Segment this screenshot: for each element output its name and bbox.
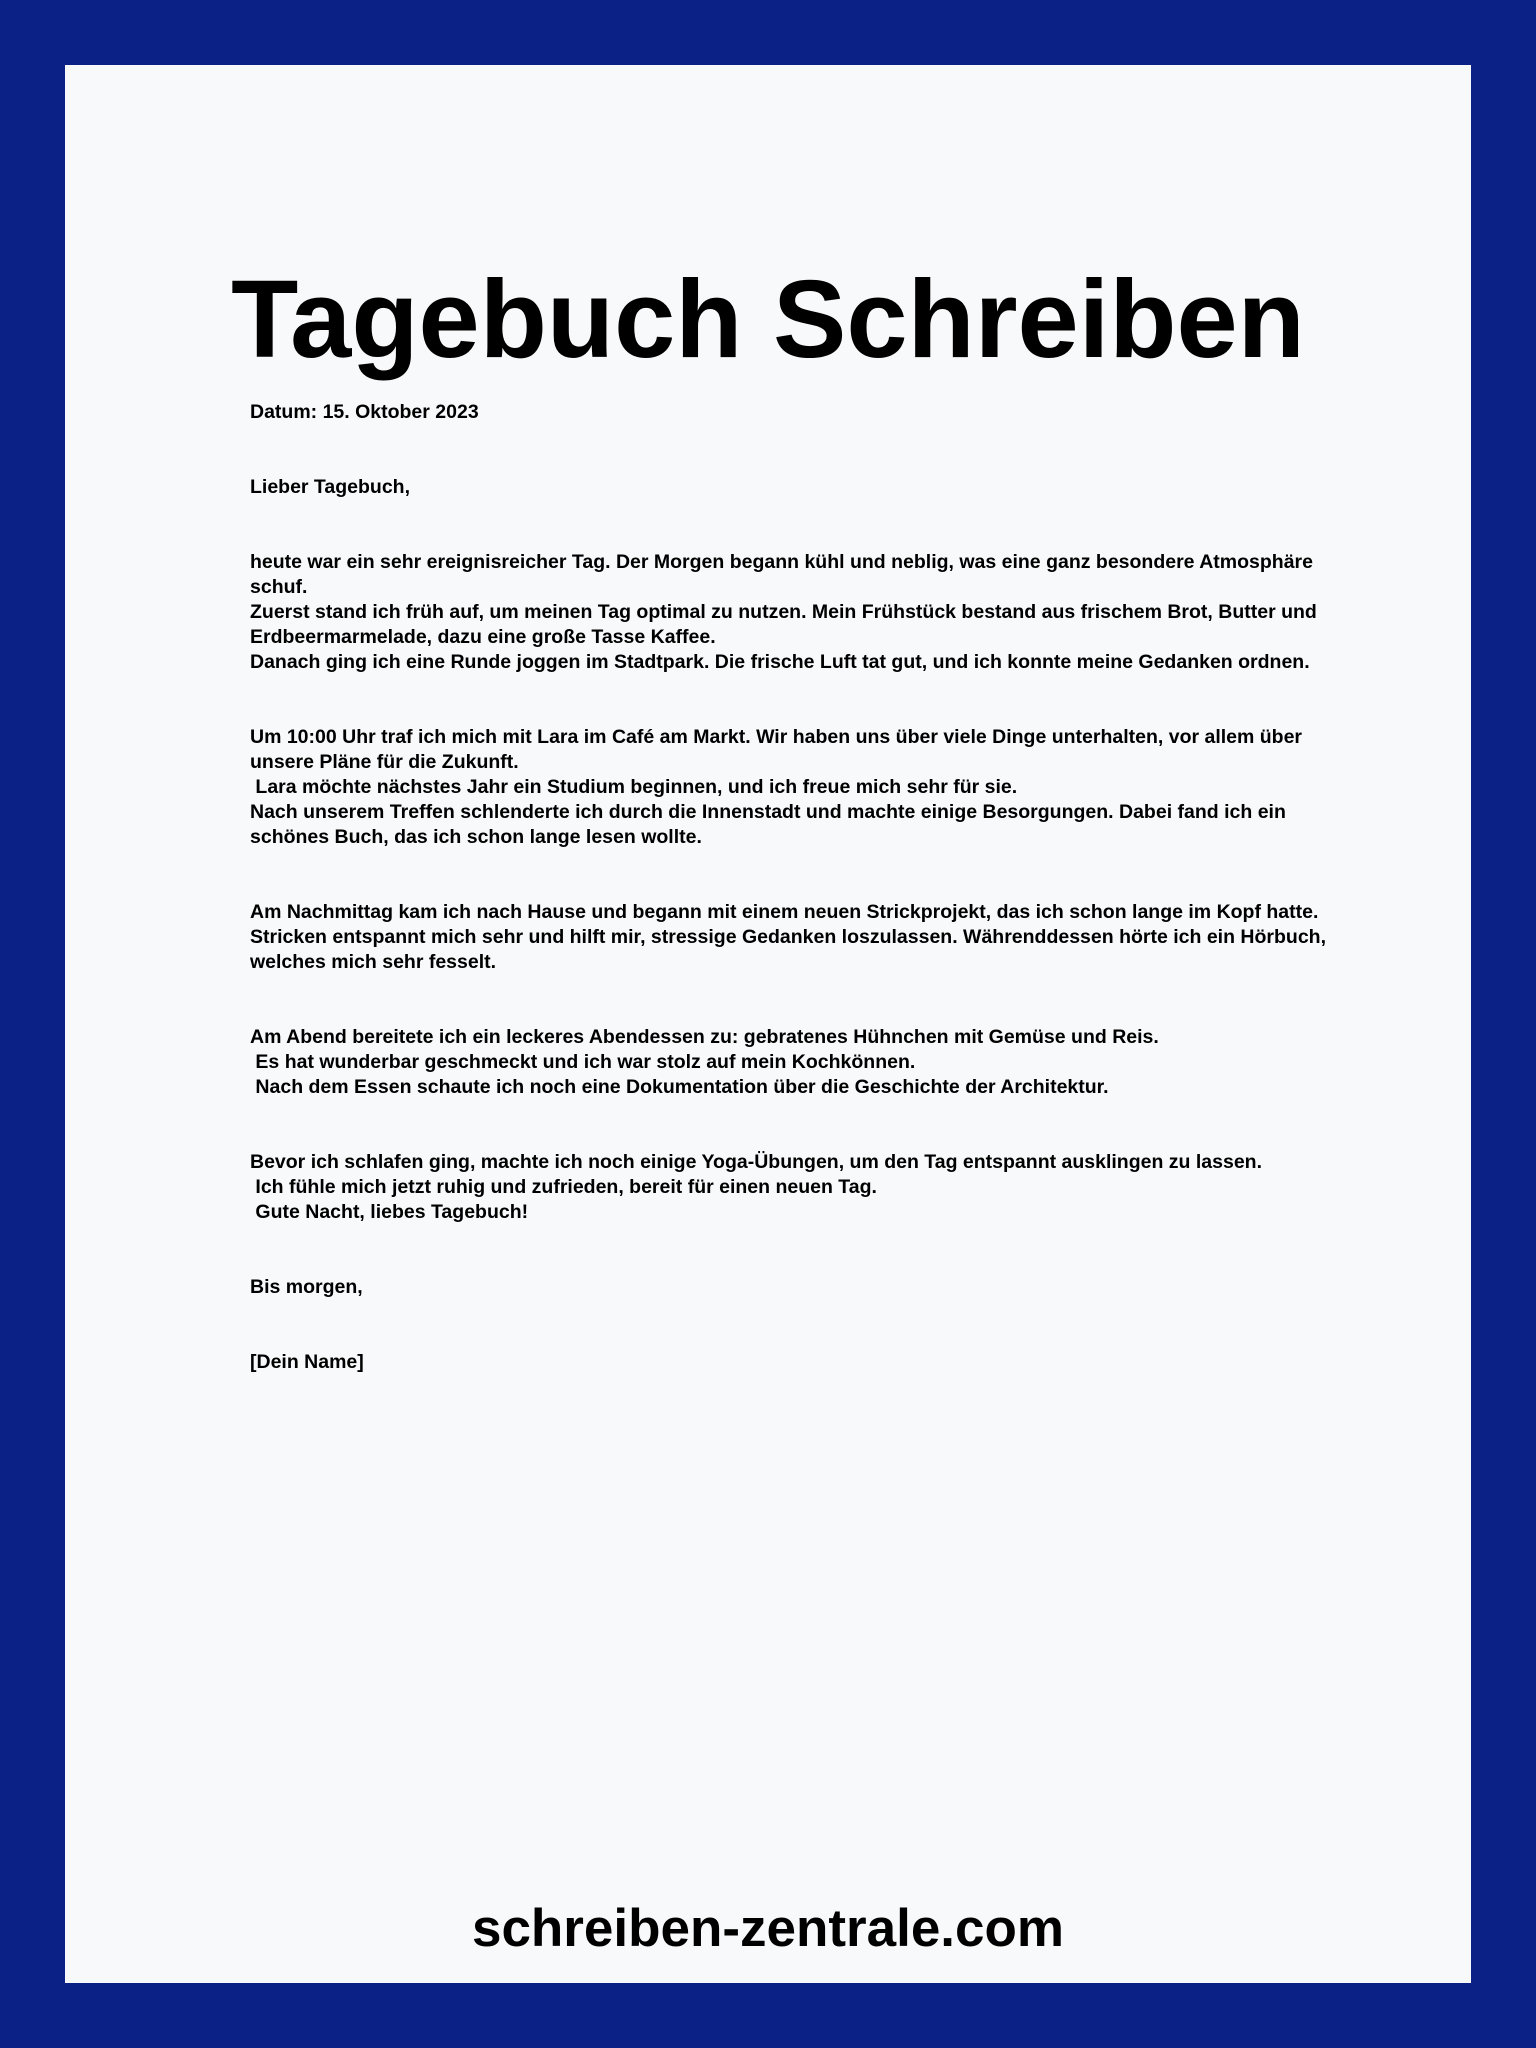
page-title: Tagebuch Schreiben <box>231 258 1305 381</box>
closing-line: Bis morgen, <box>250 1276 363 1298</box>
diary-paragraph <box>250 725 1340 850</box>
document-page <box>65 65 1471 1983</box>
signature-placeholder: [Dein Name] <box>250 1351 364 1373</box>
paragraph-line: Ich fühle mich jetzt ruhig und zufrieden, bereit für einen neuen Tag. <box>250 1176 877 1198</box>
diary-paragraph <box>250 550 1340 675</box>
paragraph-line: heute war ein sehr ereignisreicher Tag. Der Morgen begann kühl und neblig, was eine ganz besondere Atmosphäre schuf. <box>250 551 1319 598</box>
paragraph-line: Am Nachmittag kam ich nach Hause und begann mit einem neuen Strickprojekt, das ich schon lange im Kopf hatte. <box>250 901 1319 923</box>
date-line: Datum: 15. Oktober 2023 <box>250 401 479 423</box>
paragraph-line: Danach ging ich eine Runde joggen im Stadtpark. Die frische Luft tat gut, und ich konnte meine Gedanken ordnen. <box>250 651 1310 673</box>
paragraph-line: Es hat wunderbar geschmeckt und ich war stolz auf mein Kochkönnen. <box>250 1051 916 1073</box>
diary-paragraph <box>250 1150 1340 1225</box>
diary-paragraph <box>250 1025 1340 1100</box>
footer-website: schreiben-zentrale.com <box>471 1899 1065 1958</box>
paragraph-line: Stricken entspannt mich sehr und hilft mir, stressige Gedanken loszulassen. Währenddessen hörte ich ein Hörbuch, welches mich sehr fesselt. <box>250 926 1332 973</box>
paragraph-line: Lara möchte nächstes Jahr ein Studium beginnen, und ich freue mich sehr für sie. <box>250 776 1018 798</box>
salutation: Lieber Tagebuch, <box>250 476 410 498</box>
paragraph-line: Am Abend bereitete ich ein leckeres Abendessen zu: gebratenes Hühnchen mit Gemüse und Reis. <box>250 1026 1159 1048</box>
paragraph-line: Zuerst stand ich früh auf, um meinen Tag optimal zu nutzen. Mein Frühstück bestand aus frischem Brot, Butter und Erdbeermarmelade, dazu eine große Tasse Kaffee. <box>250 601 1323 648</box>
paragraph-line: Nach dem Essen schaute ich noch eine Dokumentation über die Geschichte der Architektur. <box>250 1076 1109 1098</box>
paragraph-line: Bevor ich schlafen ging, machte ich noch einige Yoga-Übungen, um den Tag entspannt ausklingen zu lassen. <box>250 1151 1263 1173</box>
paragraph-line: Nach unserem Treffen schlenderte ich durch die Innenstadt und machte einige Besorgungen. Dabei fand ich ein schönes Buch, das ich schon lange lesen wollte. <box>250 801 1292 848</box>
paragraph-line: Um 10:00 Uhr traf ich mich mit Lara im Café am Markt. Wir haben uns über viele Dinge unterhalten, vor allem über unsere Pläne für die Zukunft. <box>250 726 1308 773</box>
diary-paragraph <box>250 900 1340 975</box>
diary-content <box>250 400 1340 1425</box>
paragraph-line: Gute Nacht, liebes Tagebuch! <box>250 1201 529 1223</box>
